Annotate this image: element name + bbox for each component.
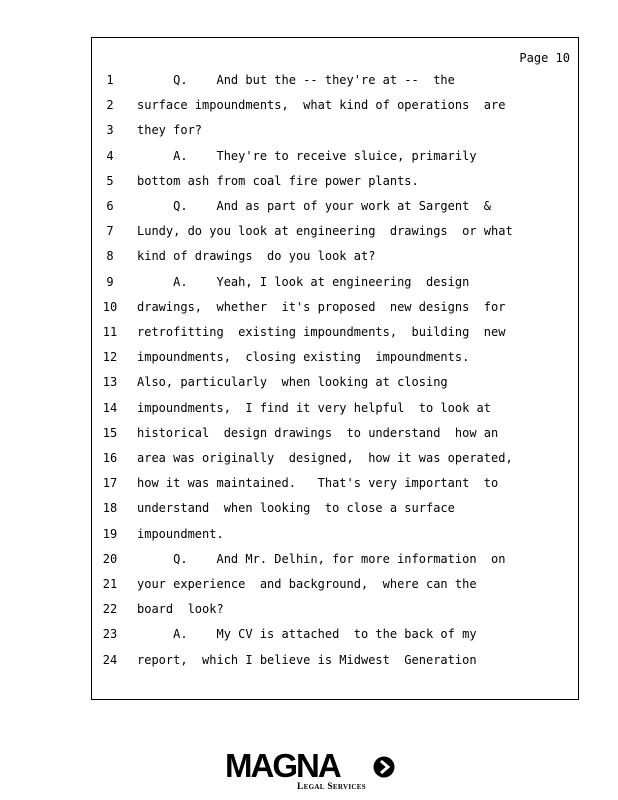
transcript-line: impoundments, I find it very helpful to look at xyxy=(137,400,492,415)
transcript-line: board look? xyxy=(137,602,224,617)
transcript-line: area was originally designed, how it was operated, xyxy=(137,451,513,465)
transcript-line: Q. And as part of your work at Sargent & xyxy=(137,199,492,213)
transcript-line: Lundy, do you look at engineering drawings or what xyxy=(137,224,513,239)
line-number: 16 xyxy=(102,451,118,465)
line-number: 7 xyxy=(106,224,114,239)
chevron-right-icon xyxy=(373,756,395,778)
transcript-line: historical design drawings to understand how an xyxy=(137,425,499,440)
transcript-line: they for? xyxy=(137,123,203,138)
transcript-line: bottom ash from coal fire power plants. xyxy=(137,173,419,188)
line-number: 6 xyxy=(106,199,114,213)
transcript-line: understand when looking to close a surface xyxy=(137,501,455,516)
line-number: 13 xyxy=(102,375,118,390)
transcript-line: Q. And but the -- they're at -- the xyxy=(137,73,455,87)
line-number: 21 xyxy=(102,577,118,591)
line-number: 24 xyxy=(102,652,118,667)
transcript-line: Q. And Mr. Delhin, for more information on xyxy=(137,551,506,566)
line-number: 12 xyxy=(102,350,118,365)
transcript-line: impoundment. xyxy=(137,526,224,541)
line-number: 10 xyxy=(102,299,118,314)
line-number: 4 xyxy=(106,148,114,163)
logo-wordmark: MAGNA xyxy=(225,747,340,784)
line-number: 2 xyxy=(106,98,114,113)
line-number: 20 xyxy=(102,551,118,566)
line-number: 11 xyxy=(102,325,118,339)
line-number: 3 xyxy=(106,123,114,138)
line-number: 23 xyxy=(102,627,118,642)
line-number: 22 xyxy=(102,602,118,617)
line-number: 8 xyxy=(106,249,114,264)
line-number: 9 xyxy=(106,274,114,289)
magna-logo xyxy=(225,748,400,796)
transcript-line: impoundments, closing existing impoundments. xyxy=(137,350,470,365)
line-number: 17 xyxy=(102,476,118,491)
transcript-line: surface impoundments, what kind of operations are xyxy=(137,98,506,113)
transcript-line: A. Yeah, I look at engineering design xyxy=(137,274,470,289)
logo-tagline: Legal Services xyxy=(297,782,366,792)
line-number: 5 xyxy=(106,173,114,188)
transcript-line: Also, particularly when looking at closing xyxy=(137,375,448,390)
transcript-line: A. They're to receive sluice, primarily xyxy=(137,148,477,163)
page-number: Page 10 xyxy=(519,51,570,65)
transcript-line: retrofitting existing impoundments, building new xyxy=(137,325,506,339)
transcript-line: report, which I believe is Midwest Generation xyxy=(137,652,477,667)
transcript-line: kind of drawings do you look at? xyxy=(137,249,376,264)
transcript-line: your experience and background, where can the xyxy=(137,577,477,591)
transcript-line: A. My CV is attached to the back of my xyxy=(137,627,477,642)
line-number: 18 xyxy=(102,501,118,516)
line-number: 15 xyxy=(102,425,118,440)
transcript-line: how it was maintained. That's very important to xyxy=(137,476,499,491)
line-number: 14 xyxy=(102,400,118,415)
transcript-line: drawings, whether it's proposed new designs for xyxy=(137,299,506,314)
line-number: 19 xyxy=(102,526,118,541)
line-number: 1 xyxy=(106,73,114,87)
